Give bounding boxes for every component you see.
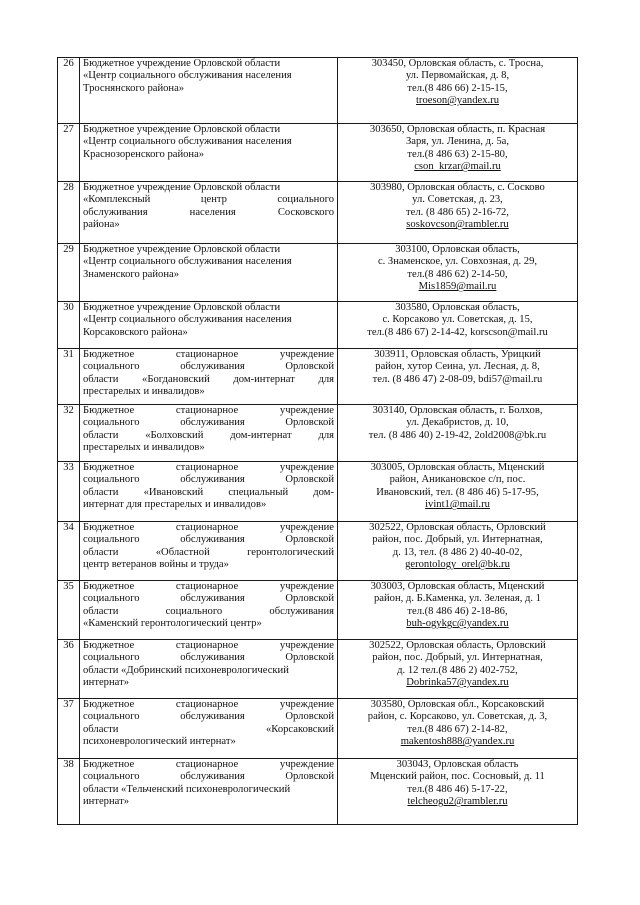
institution-name-line: социального обслуживания Орловской bbox=[83, 474, 334, 486]
institution-address bbox=[338, 182, 578, 244]
institution-name-line: социального обслуживания Орловской bbox=[83, 652, 334, 664]
email-link[interactable]: buh-ogykgc@yandex.ru bbox=[406, 618, 509, 630]
institution-name bbox=[80, 522, 338, 581]
institution-name-line: Бюджетное учреждение Орловской области bbox=[83, 58, 281, 69]
institution-name-line: Корсаковского района» bbox=[83, 326, 188, 338]
table-row bbox=[58, 244, 578, 302]
institution-name-line: области «Областной геронтологический bbox=[83, 546, 334, 558]
row-number: 30 bbox=[58, 302, 80, 349]
institution-name-line: Троснянского района» bbox=[83, 82, 185, 94]
address-line: район, хутор Сеина, ул. Лесная, д. 8, bbox=[375, 361, 540, 373]
address-line: 303003, Орловская область, Мценский bbox=[370, 581, 545, 592]
institution-name-line: социального обслуживания Орловской bbox=[83, 534, 334, 546]
row-number: 34 bbox=[58, 522, 80, 581]
institution-name-line: Бюджетное стационарное учреждение bbox=[83, 699, 334, 710]
institution-address bbox=[338, 244, 578, 302]
institution-address bbox=[338, 405, 578, 462]
institution-name bbox=[80, 302, 338, 349]
institution-name-line: центр ветеранов войны и труда» bbox=[83, 559, 229, 571]
address-line: тел.(8 486 46) 2-18-86, bbox=[407, 605, 508, 617]
row-number: 38 bbox=[58, 759, 80, 825]
institution-name-line: «Каменский геронтологический центр» bbox=[83, 618, 262, 630]
institution-name-line: интернат для престарелых и инвалидов» bbox=[83, 499, 267, 511]
institution-name-line: области «Тельченский психоневрологический bbox=[83, 783, 291, 795]
institution-name-line: Бюджетное стационарное учреждение bbox=[83, 462, 334, 473]
address-line: тел. (8 486 65) 2-16-72, bbox=[406, 206, 509, 218]
institution-name-line: социального обслуживания Орловской bbox=[83, 771, 334, 783]
institution-name bbox=[80, 699, 338, 759]
institution-address bbox=[338, 124, 578, 182]
address-line: 303005, Орловская область, Мценский bbox=[370, 462, 545, 473]
address-line: 302522, Орловская область, Орловский bbox=[369, 640, 546, 651]
institution-name-line: престарелых и инвалидов» bbox=[83, 386, 205, 398]
institution-name-line: «Центр социального обслуживания населения bbox=[83, 70, 292, 82]
table-row bbox=[58, 349, 578, 405]
address-line: 303650, Орловская область, п. Красная bbox=[369, 124, 546, 135]
table-row bbox=[58, 405, 578, 462]
institution-name bbox=[80, 581, 338, 640]
email-link[interactable]: Mis1859@mail.ru bbox=[418, 281, 497, 293]
email-link[interactable]: gerontology_orel@bk.ru bbox=[405, 559, 510, 571]
address-line: ул. Декабристов, д. 10, bbox=[406, 417, 509, 429]
table-row bbox=[58, 640, 578, 699]
email-link[interactable]: troeson@yandex.ru bbox=[415, 95, 499, 107]
address-line: район, пос. Добрый, ул. Интернатная, bbox=[372, 534, 543, 546]
row-number: 28 bbox=[58, 182, 80, 244]
address-line: район, д. Б.Каменка, ул. Зеленая, д. 1 bbox=[374, 593, 541, 605]
institution-name-line: Бюджетное учреждение Орловской области bbox=[83, 124, 281, 135]
address-line: тел. (8 486 40) 2-19-42, 2old2008@bk.ru bbox=[368, 429, 547, 441]
institutions-table bbox=[57, 57, 578, 825]
address-line: 303911, Орловская область, Урицкий bbox=[374, 349, 541, 360]
row-number: 27 bbox=[58, 124, 80, 182]
address-line: Заря, ул. Ленина, д. 5а, bbox=[405, 136, 510, 148]
institution-name-line: интернат» bbox=[83, 796, 129, 808]
institution-address bbox=[338, 640, 578, 699]
institution-name-line: Бюджетное учреждение Орловской области bbox=[83, 244, 281, 255]
address-line: тел.(8 486 67) 2-14-82, bbox=[407, 723, 508, 735]
address-line: тел. (8 486 47) 2-08-09, bdi57@mail.ru bbox=[372, 373, 543, 385]
institution-name bbox=[80, 640, 338, 699]
email-link[interactable]: telcheogu2@rambler.ru bbox=[407, 796, 508, 808]
address-line: тел.(8 486 62) 2-14-50, bbox=[407, 268, 508, 280]
institution-address bbox=[338, 522, 578, 581]
institution-name bbox=[80, 182, 338, 244]
institution-name-line: интернат» bbox=[83, 677, 129, 689]
table-row bbox=[58, 699, 578, 759]
row-number: 32 bbox=[58, 405, 80, 462]
table-row bbox=[58, 182, 578, 244]
address-line: д. 12 тел.(8 486 2) 402-752, bbox=[397, 664, 518, 676]
address-line: 303450, Орловская область, с. Тросна, bbox=[371, 58, 544, 69]
institution-name-line: «Центр социального обслуживания населения bbox=[83, 256, 292, 268]
address-line: 303980, Орловская область, с. Сосково bbox=[370, 182, 545, 193]
institution-name-line: социального обслуживания Орловской bbox=[83, 711, 334, 723]
institution-name bbox=[80, 124, 338, 182]
institution-name-line: «Центр социального обслуживания населения bbox=[83, 314, 292, 326]
institution-name-line: Знаменского района» bbox=[83, 268, 180, 280]
institution-name-line: Бюджетное стационарное учреждение bbox=[83, 640, 334, 651]
address-line: 303043, Орловская область bbox=[396, 759, 519, 770]
institution-address bbox=[338, 349, 578, 405]
institution-name bbox=[80, 244, 338, 302]
email-link[interactable]: makentosh888@yandex.ru bbox=[400, 736, 515, 748]
institution-name-line: Бюджетное стационарное учреждение bbox=[83, 581, 334, 592]
institution-name-line: области «Корсаковский bbox=[83, 723, 334, 735]
institution-name-line: района» bbox=[83, 219, 120, 231]
email-link[interactable]: Dobrinka57@yandex.ru bbox=[406, 677, 509, 689]
address-line: район, с. Корсаково, ул. Советская, д. 3, bbox=[367, 711, 548, 723]
row-number: 31 bbox=[58, 349, 80, 405]
address-line: ул. Советская, д. 23, bbox=[412, 194, 503, 206]
address-line: Ивановский, тел. (8 486 46) 5-17-95, bbox=[376, 486, 539, 498]
address-line: Мценский район, пос. Сосновый, д. 11 bbox=[370, 771, 545, 783]
institution-name-line: Бюджетное стационарное учреждение bbox=[83, 522, 334, 533]
email-link[interactable]: cson_krzar@mail.ru bbox=[414, 161, 501, 173]
institution-name-line: области «Добринский психоневрологический bbox=[83, 664, 289, 676]
institution-name bbox=[80, 349, 338, 405]
institution-address bbox=[338, 58, 578, 124]
address-line: с. Корсаково ул. Советская, д. 15, bbox=[382, 314, 533, 326]
institution-name-line: социального обслуживания Орловской bbox=[83, 361, 334, 373]
row-number: 26 bbox=[58, 58, 80, 124]
institution-name-line: Бюджетное стационарное учреждение bbox=[83, 349, 334, 360]
institution-address bbox=[338, 759, 578, 825]
institution-name-line: психоневрологический интернат» bbox=[83, 736, 236, 748]
institution-name-line: престарелых и инвалидов» bbox=[83, 442, 205, 454]
institution-name-line: Бюджетное учреждение Орловской области bbox=[83, 182, 281, 193]
institution-name bbox=[80, 58, 338, 124]
institution-name-line: области «Болховский дом-интернат для bbox=[83, 429, 334, 441]
table-row bbox=[58, 581, 578, 640]
address-line: тел.(8 486 63) 2-15-80, bbox=[407, 148, 508, 160]
institution-name-line: обслуживания населения Сосковского bbox=[83, 206, 334, 218]
address-line: д. 13, тел. (8 486 2) 40-40-02, bbox=[392, 546, 523, 558]
institution-name-line: «Комплексный центр социального bbox=[83, 194, 334, 206]
institution-name-line: области «Богдановский дом-интернат для bbox=[83, 373, 334, 385]
table-row bbox=[58, 462, 578, 522]
address-line: 303580, Орловская обл., Корсаковский bbox=[370, 699, 545, 710]
institution-name-line: Краснозоренского района» bbox=[83, 148, 205, 160]
institution-name-line: Бюджетное учреждение Орловской области bbox=[83, 302, 281, 313]
institution-name-line: социального обслуживания Орловской bbox=[83, 417, 334, 429]
table-row bbox=[58, 302, 578, 349]
email-link[interactable]: soskovcson@rambler.ru bbox=[406, 219, 509, 231]
institution-name-line: области «Ивановский специальный дом- bbox=[83, 486, 334, 498]
row-number: 35 bbox=[58, 581, 80, 640]
address-line: 303100, Орловская область, bbox=[395, 244, 520, 255]
institution-address bbox=[338, 302, 578, 349]
institution-name-line: Бюджетное стационарное учреждение bbox=[83, 759, 334, 770]
address-line: с. Знаменское, ул. Совхозная, д. 29, bbox=[377, 256, 538, 268]
institution-name-line: «Центр социального обслуживания населения bbox=[83, 136, 292, 148]
institution-address bbox=[338, 699, 578, 759]
address-line: 303140, Орловская область, г. Болхов, bbox=[372, 405, 543, 416]
address-line: тел.(8 486 66) 2-15-15, bbox=[407, 82, 508, 94]
row-number: 29 bbox=[58, 244, 80, 302]
table-row bbox=[58, 759, 578, 825]
table-row bbox=[58, 58, 578, 124]
institution-name-line: социального обслуживания Орловской bbox=[83, 593, 334, 605]
institution-address bbox=[338, 581, 578, 640]
row-number: 36 bbox=[58, 640, 80, 699]
address-line: район, пос. Добрый, ул. Интернатная, bbox=[372, 652, 543, 664]
institutions-table-body bbox=[58, 58, 578, 825]
table-row bbox=[58, 522, 578, 581]
row-number: 37 bbox=[58, 699, 80, 759]
institution-name bbox=[80, 405, 338, 462]
table-row bbox=[58, 124, 578, 182]
institution-address bbox=[338, 462, 578, 522]
institution-name bbox=[80, 462, 338, 522]
address-line: тел.(8 486 46) 5-17-22, bbox=[407, 783, 508, 795]
email-link[interactable]: ivint1@mail.ru bbox=[425, 499, 490, 511]
address-line: район, Аникановское с/п, пос. bbox=[389, 474, 526, 486]
institution-name bbox=[80, 759, 338, 825]
address-line: 302522, Орловская область, Орловский bbox=[369, 522, 546, 533]
institution-name-line: Бюджетное стационарное учреждение bbox=[83, 405, 334, 416]
address-line: ул. Первомайская, д. 8, bbox=[405, 70, 510, 82]
institution-name-line: области социального обслуживания bbox=[83, 605, 334, 617]
address-line: тел.(8 486 67) 2-14-42, korscson@mail.ru bbox=[367, 326, 548, 338]
address-line: 303580, Орловская область, bbox=[395, 302, 520, 313]
row-number: 33 bbox=[58, 462, 80, 522]
